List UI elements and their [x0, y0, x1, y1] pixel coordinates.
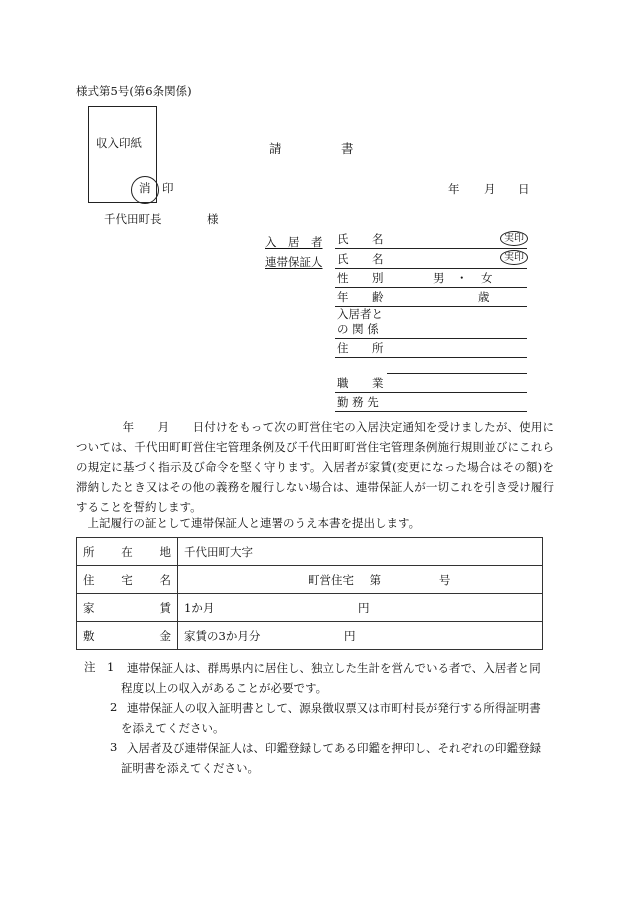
document-title-char-2: 書 — [341, 141, 354, 156]
guarantor-name-label-1: 氏 — [337, 252, 349, 266]
note-1-text: 連帯保証人は、群馬県内に居住し、独立した生計を営んでいる者で、入居者と同程度以上の収入があることが必要です。 — [121, 661, 541, 695]
housing-no-prefix: 第 — [369, 572, 382, 587]
table-row — [77, 622, 543, 650]
occupation-label-1: 職 — [337, 376, 349, 390]
addressee-honorific: 様 — [207, 212, 219, 226]
form-number: 様式第5号(第6条関係) — [76, 84, 192, 98]
workplace-label: 勤 務 先 — [337, 395, 379, 409]
rent-label: 家 賃 — [83, 600, 171, 615]
note-2-number: 2 — [110, 700, 118, 714]
guarantor-seal: 実印 — [500, 250, 528, 265]
address-line-1 — [335, 357, 527, 358]
workplace-line — [335, 411, 527, 412]
gender-female: 女 — [481, 271, 493, 285]
date-day: 日 — [518, 182, 530, 196]
age-label-2: 齢 — [372, 290, 384, 304]
note-2-text: 連帯保証人の収入証明書として、源泉徴収票又は市町村長が発行する所得証明書を添えてください。 — [121, 701, 541, 735]
seal-label: 印 — [162, 181, 174, 195]
revenue-stamp-label: 収入印紙 — [96, 136, 142, 150]
guarantor-label: 連帯保証人 — [265, 255, 323, 269]
cancel-label: 消 — [139, 181, 151, 195]
gender-label-1: 性 — [337, 271, 349, 285]
addressee-name: 千代田町長 — [104, 212, 162, 226]
housing-type: 町営住宅 — [308, 572, 354, 587]
deposit-yen: 円 — [343, 628, 356, 643]
address-label-1: 住 — [337, 341, 349, 355]
submission-paragraph: 上記履行の証として連帯保証人と連署のうえ本書を提出します。 — [76, 516, 421, 530]
guarantor-name-label-2: 名 — [372, 252, 384, 266]
table-row — [77, 566, 543, 594]
relationship-label-line2: の 関 係 — [337, 322, 379, 336]
age-unit: 歳 — [478, 290, 490, 304]
resident-label: 入 居 者 — [265, 235, 323, 249]
address-line-2 — [387, 373, 527, 374]
gender-male: 男 — [433, 271, 445, 285]
table-row — [77, 594, 543, 622]
occupation-line — [335, 392, 527, 393]
housing-name-label: 住 宅 名 — [83, 572, 171, 587]
relationship-label-line1: 入居者と — [337, 307, 383, 321]
gender-separator: ・ — [456, 271, 468, 285]
location-value: 千代田町大字 — [178, 538, 543, 566]
notes-heading: 注 — [84, 660, 96, 674]
deposit-amount: 家賃の3か月分 — [184, 628, 261, 643]
note-3-text: 入居者及び連帯保証人は、印鑑登録してある印鑑を押印し、それぞれの印鑑登録証明書を添えてください。 — [121, 741, 541, 775]
note-3-number: 3 — [110, 740, 118, 754]
rent-period: 1か月 — [184, 600, 215, 615]
housing-no-suffix: 号 — [438, 572, 451, 587]
rent-yen: 円 — [357, 600, 370, 615]
deposit-label: 敷 金 — [83, 628, 171, 643]
resident-seal: 実印 — [500, 231, 528, 246]
gender-label-2: 別 — [372, 271, 384, 285]
relationship-line — [335, 338, 527, 339]
location-label: 所 在 地 — [83, 544, 171, 559]
age-label-1: 年 — [337, 290, 349, 304]
guarantor-name-line — [335, 268, 527, 269]
resident-name-line — [335, 248, 527, 249]
pledge-paragraph: 年 月 日付けをもって次の町営住宅の入居決定通知を受けましたが、使用については、千代田町町営住宅管理条例及び千代田町町営住宅管理条例施行規則並びにこれらの規定に基づく指示及び命令を堅く守ります。入居者が家賃(変更になった場合はその額)を滞納したとき又はその他の義務を履行しない場合は、連帯保証人が一切これを引き受け履行することを誓約します。 — [76, 420, 554, 514]
note-1-number: 1 — [107, 660, 115, 674]
occupation-label-2: 業 — [372, 376, 384, 390]
table-row — [77, 538, 543, 566]
gender-line — [335, 287, 527, 288]
date-month: 月 — [484, 182, 496, 196]
document-title-char-1: 請 — [269, 141, 282, 156]
address-label-2: 所 — [372, 341, 384, 355]
resident-name-label-1: 氏 — [337, 232, 349, 246]
date-year: 年 — [448, 182, 460, 196]
resident-name-label-2: 名 — [372, 232, 384, 246]
housing-info-table — [76, 537, 543, 650]
